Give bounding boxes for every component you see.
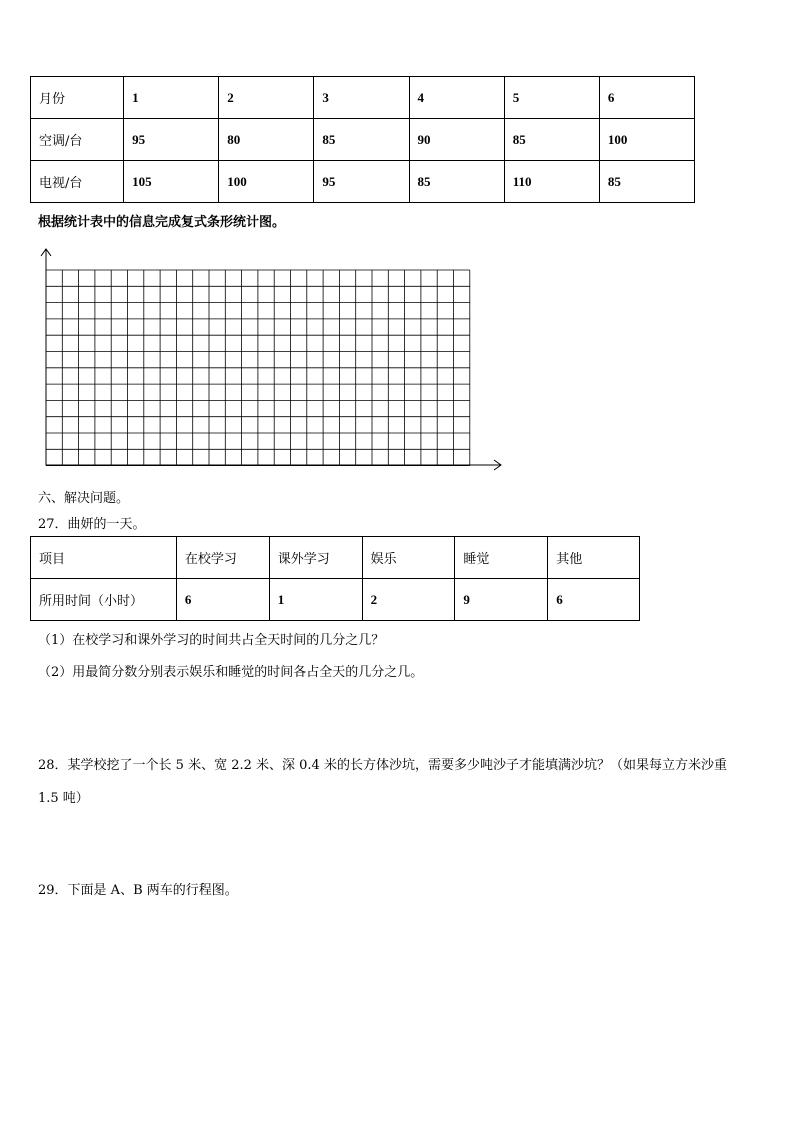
q27-sub2: （2）用最简分数分别表示娱乐和睡觉的时间各占全天的几分之几。	[38, 665, 424, 680]
instruction-text: 根据统计表中的信息完成复式条形统计图。	[38, 215, 286, 230]
row-label: 电视/台	[31, 161, 124, 203]
row-label: 所用时间（小时）	[31, 579, 177, 621]
table-header: 睡觉	[455, 537, 548, 579]
table-cell: 100	[599, 119, 694, 161]
blank-chart-grid	[36, 246, 506, 474]
table-cell: 6	[548, 579, 640, 621]
table-cell: 95	[124, 119, 219, 161]
row-label: 空调/台	[31, 119, 124, 161]
q28-line2: 1.5 吨）	[38, 791, 89, 806]
q29-text: 29．下面是 A、B 两车的行程图。	[38, 883, 238, 898]
table-cell: 85	[504, 119, 599, 161]
table-row	[31, 119, 695, 161]
table-row	[31, 579, 640, 621]
q27-sub1: （1）在校学习和课外学习的时间共占全天时间的几分之几？	[38, 633, 385, 648]
table-header: 在校学习	[176, 537, 269, 579]
table-cell: 80	[219, 119, 314, 161]
table-cell: 100	[219, 161, 314, 203]
table-cell: 85	[599, 161, 694, 203]
table-cell: 95	[314, 161, 409, 203]
table-cell: 105	[124, 161, 219, 203]
table-cell: 6	[599, 77, 694, 119]
table-cell: 3	[314, 77, 409, 119]
table-cell: 4	[409, 77, 504, 119]
table-cell: 85	[409, 161, 504, 203]
table-header: 其他	[548, 537, 640, 579]
table-cell: 85	[314, 119, 409, 161]
table-header: 项目	[31, 537, 177, 579]
table-cell: 1	[269, 579, 362, 621]
table-header: 娱乐	[362, 537, 455, 579]
table-row	[31, 161, 695, 203]
table-cell: 5	[504, 77, 599, 119]
table-cell: 2	[362, 579, 455, 621]
sales-table	[30, 76, 695, 203]
table-cell: 110	[504, 161, 599, 203]
table-cell: 2	[219, 77, 314, 119]
table-cell: 90	[409, 119, 504, 161]
table-header: 课外学习	[269, 537, 362, 579]
table-row	[31, 537, 640, 579]
row-label: 月份	[31, 77, 124, 119]
time-table	[30, 536, 640, 621]
section-heading: 六、解决问题。	[38, 491, 130, 506]
table-cell: 9	[455, 579, 548, 621]
q27-title: 27．曲妍的一天。	[38, 517, 146, 532]
table-cell: 6	[176, 579, 269, 621]
table-row	[31, 77, 695, 119]
q28-line1: 28．某学校挖了一个长 5 米、宽 2.2 米、深 0.4 米的长方体沙坑，需要多少吨沙子才能填满沙坑？（如果每立方米沙重	[38, 758, 727, 773]
table-cell: 1	[124, 77, 219, 119]
